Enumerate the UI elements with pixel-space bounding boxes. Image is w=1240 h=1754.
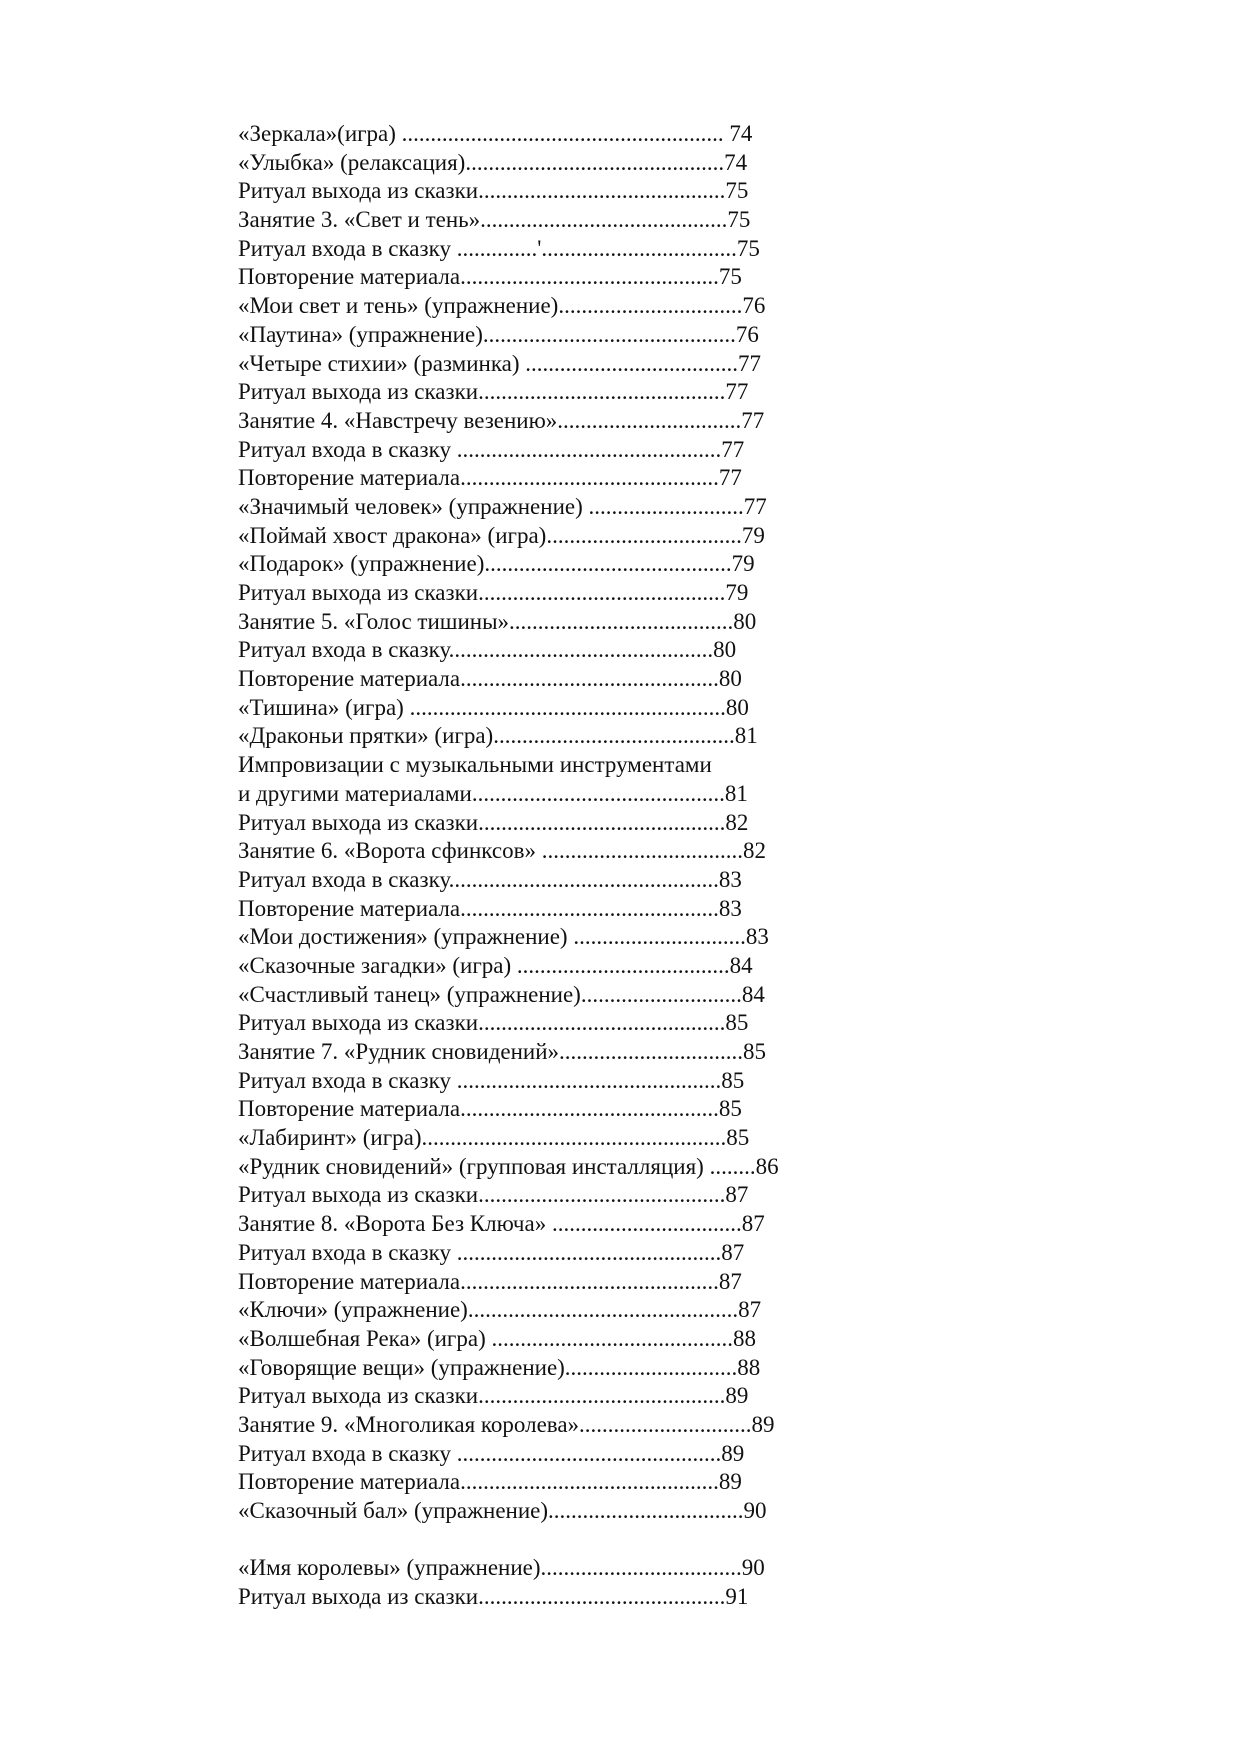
toc-entry: Ритуал входа в сказку ..............................................85 [238, 1067, 745, 1093]
toc-entry: «Рудник сновидений» (групповая инсталляция) ........86 [238, 1153, 779, 1179]
toc-entry: Занятие 4. «Навстречу везению»................................77 [238, 407, 765, 433]
toc-entry: «Сказочные загадки» (игра) .....................................84 [238, 952, 753, 978]
toc-entry: и другими материалами............................................81 [238, 780, 748, 806]
toc-entry: «Четыре стихии» (разминка) .....................................77 [238, 350, 762, 376]
toc-entry: Повторение материала.............................................87 [238, 1268, 742, 1294]
toc-entry: Ритуал выхода из сказки...........................................85 [238, 1010, 749, 1036]
toc-entry: «Ключи» (упражнение)...............................................87 [238, 1297, 762, 1323]
toc-entry: «Мои достижения» (упражнение) ..............................83 [238, 924, 769, 950]
toc-entry: Ритуал входа в сказку..............................................80 [238, 637, 737, 663]
toc-entry: «Волшебная Река» (игра) ..........................................88 [238, 1325, 756, 1351]
toc-entry: «Мои свет и тень» (упражнение)................................76 [238, 293, 766, 319]
toc-entry: Повторение материала.............................................77 [238, 465, 742, 491]
toc-entry: Ритуал выхода из сказки...........................................82 [238, 809, 749, 835]
toc-entry: Занятие 6. «Ворота сфинксов» ...................................82 [238, 838, 766, 864]
toc-entry: «Зеркала»(игра) ........................................................ 74 [238, 121, 753, 146]
toc-entry: Повторение материала.............................................89 [238, 1469, 742, 1495]
toc-entry: Повторение материала.............................................80 [238, 666, 742, 692]
toc-gap [238, 1526, 1058, 1555]
toc-entry: Ритуал выхода из сказки...........................................77 [238, 379, 749, 405]
toc-entry: Повторение материала.............................................85 [238, 1096, 742, 1122]
table-of-contents [238, 120, 1058, 1612]
toc-entry: Ритуал выхода из сказки...........................................79 [238, 580, 749, 605]
toc-entry: Повторение материала.............................................75 [238, 264, 742, 290]
toc-entry: «Драконьи прятки» (игра)..........................................81 [238, 723, 758, 749]
toc-entry: Ритуал выхода из сказки...........................................89 [238, 1383, 749, 1409]
toc-entry: Импровизации с музыкальными инструментами [238, 752, 712, 778]
toc-entry: Занятие 8. «Ворота Без Ключа» .................................87 [238, 1211, 765, 1237]
toc-entry: Занятие 5. «Голос тишины».......................................80 [238, 608, 757, 634]
toc-entry: Ритуал входа в сказку ..............................................77 [238, 436, 745, 462]
toc-entry: Ритуал выхода из сказки...........................................75 [238, 178, 749, 204]
toc-entry: Занятие 7. «Рудник сновидений»................................85 [238, 1039, 767, 1064]
toc-entry: Ритуал входа в сказку...............................................83 [238, 866, 742, 892]
toc-entry: «Тишина» (игра) .......................................................80 [238, 694, 749, 720]
toc-entry: «Сказочный бал» (упражнение)..................................90 [238, 1498, 767, 1523]
toc-entry: Ритуал входа в сказку ..............................................89 [238, 1440, 745, 1466]
toc-entry: Занятие 3. «Свет и тень»...........................................75 [238, 207, 751, 233]
toc-entry: «Счастливый танец» (упражнение)............................84 [238, 981, 765, 1007]
toc-entry: Повторение материала.............................................83 [238, 895, 742, 921]
toc-entry: Занятие 9. «Многоликая королева»..............................89 [238, 1411, 775, 1437]
toc-entry: «Значимый человек» (упражнение) ...........................77 [238, 493, 767, 519]
toc-entry: Ритуал выхода из сказки...........................................91 [238, 1584, 749, 1610]
toc-entry: «Улыбка» (релаксация).............................................74 [238, 149, 748, 175]
toc-entry: Ритуал входа в сказку ..............'..................................75 [238, 235, 760, 261]
toc-entry: «Паутина» (упражнение)............................................76 [238, 321, 759, 347]
toc-entry: «Имя королевы» (упражнение)...................................90 [238, 1555, 765, 1581]
toc-entry: Ритуал выхода из сказки...........................................87 [238, 1182, 749, 1208]
toc-entry: «Лабиринт» (игра).....................................................85 [238, 1125, 750, 1151]
toc-entry: «Подарок» (упражнение)...........................................79 [238, 551, 755, 577]
toc-entry: «Поймай хвост дракона» (игра)..................................79 [238, 522, 765, 548]
toc-entry: Ритуал входа в сказку ..............................................87 [238, 1239, 745, 1265]
toc-entry: «Говорящие вещи» (упражнение)..............................88 [238, 1354, 761, 1380]
